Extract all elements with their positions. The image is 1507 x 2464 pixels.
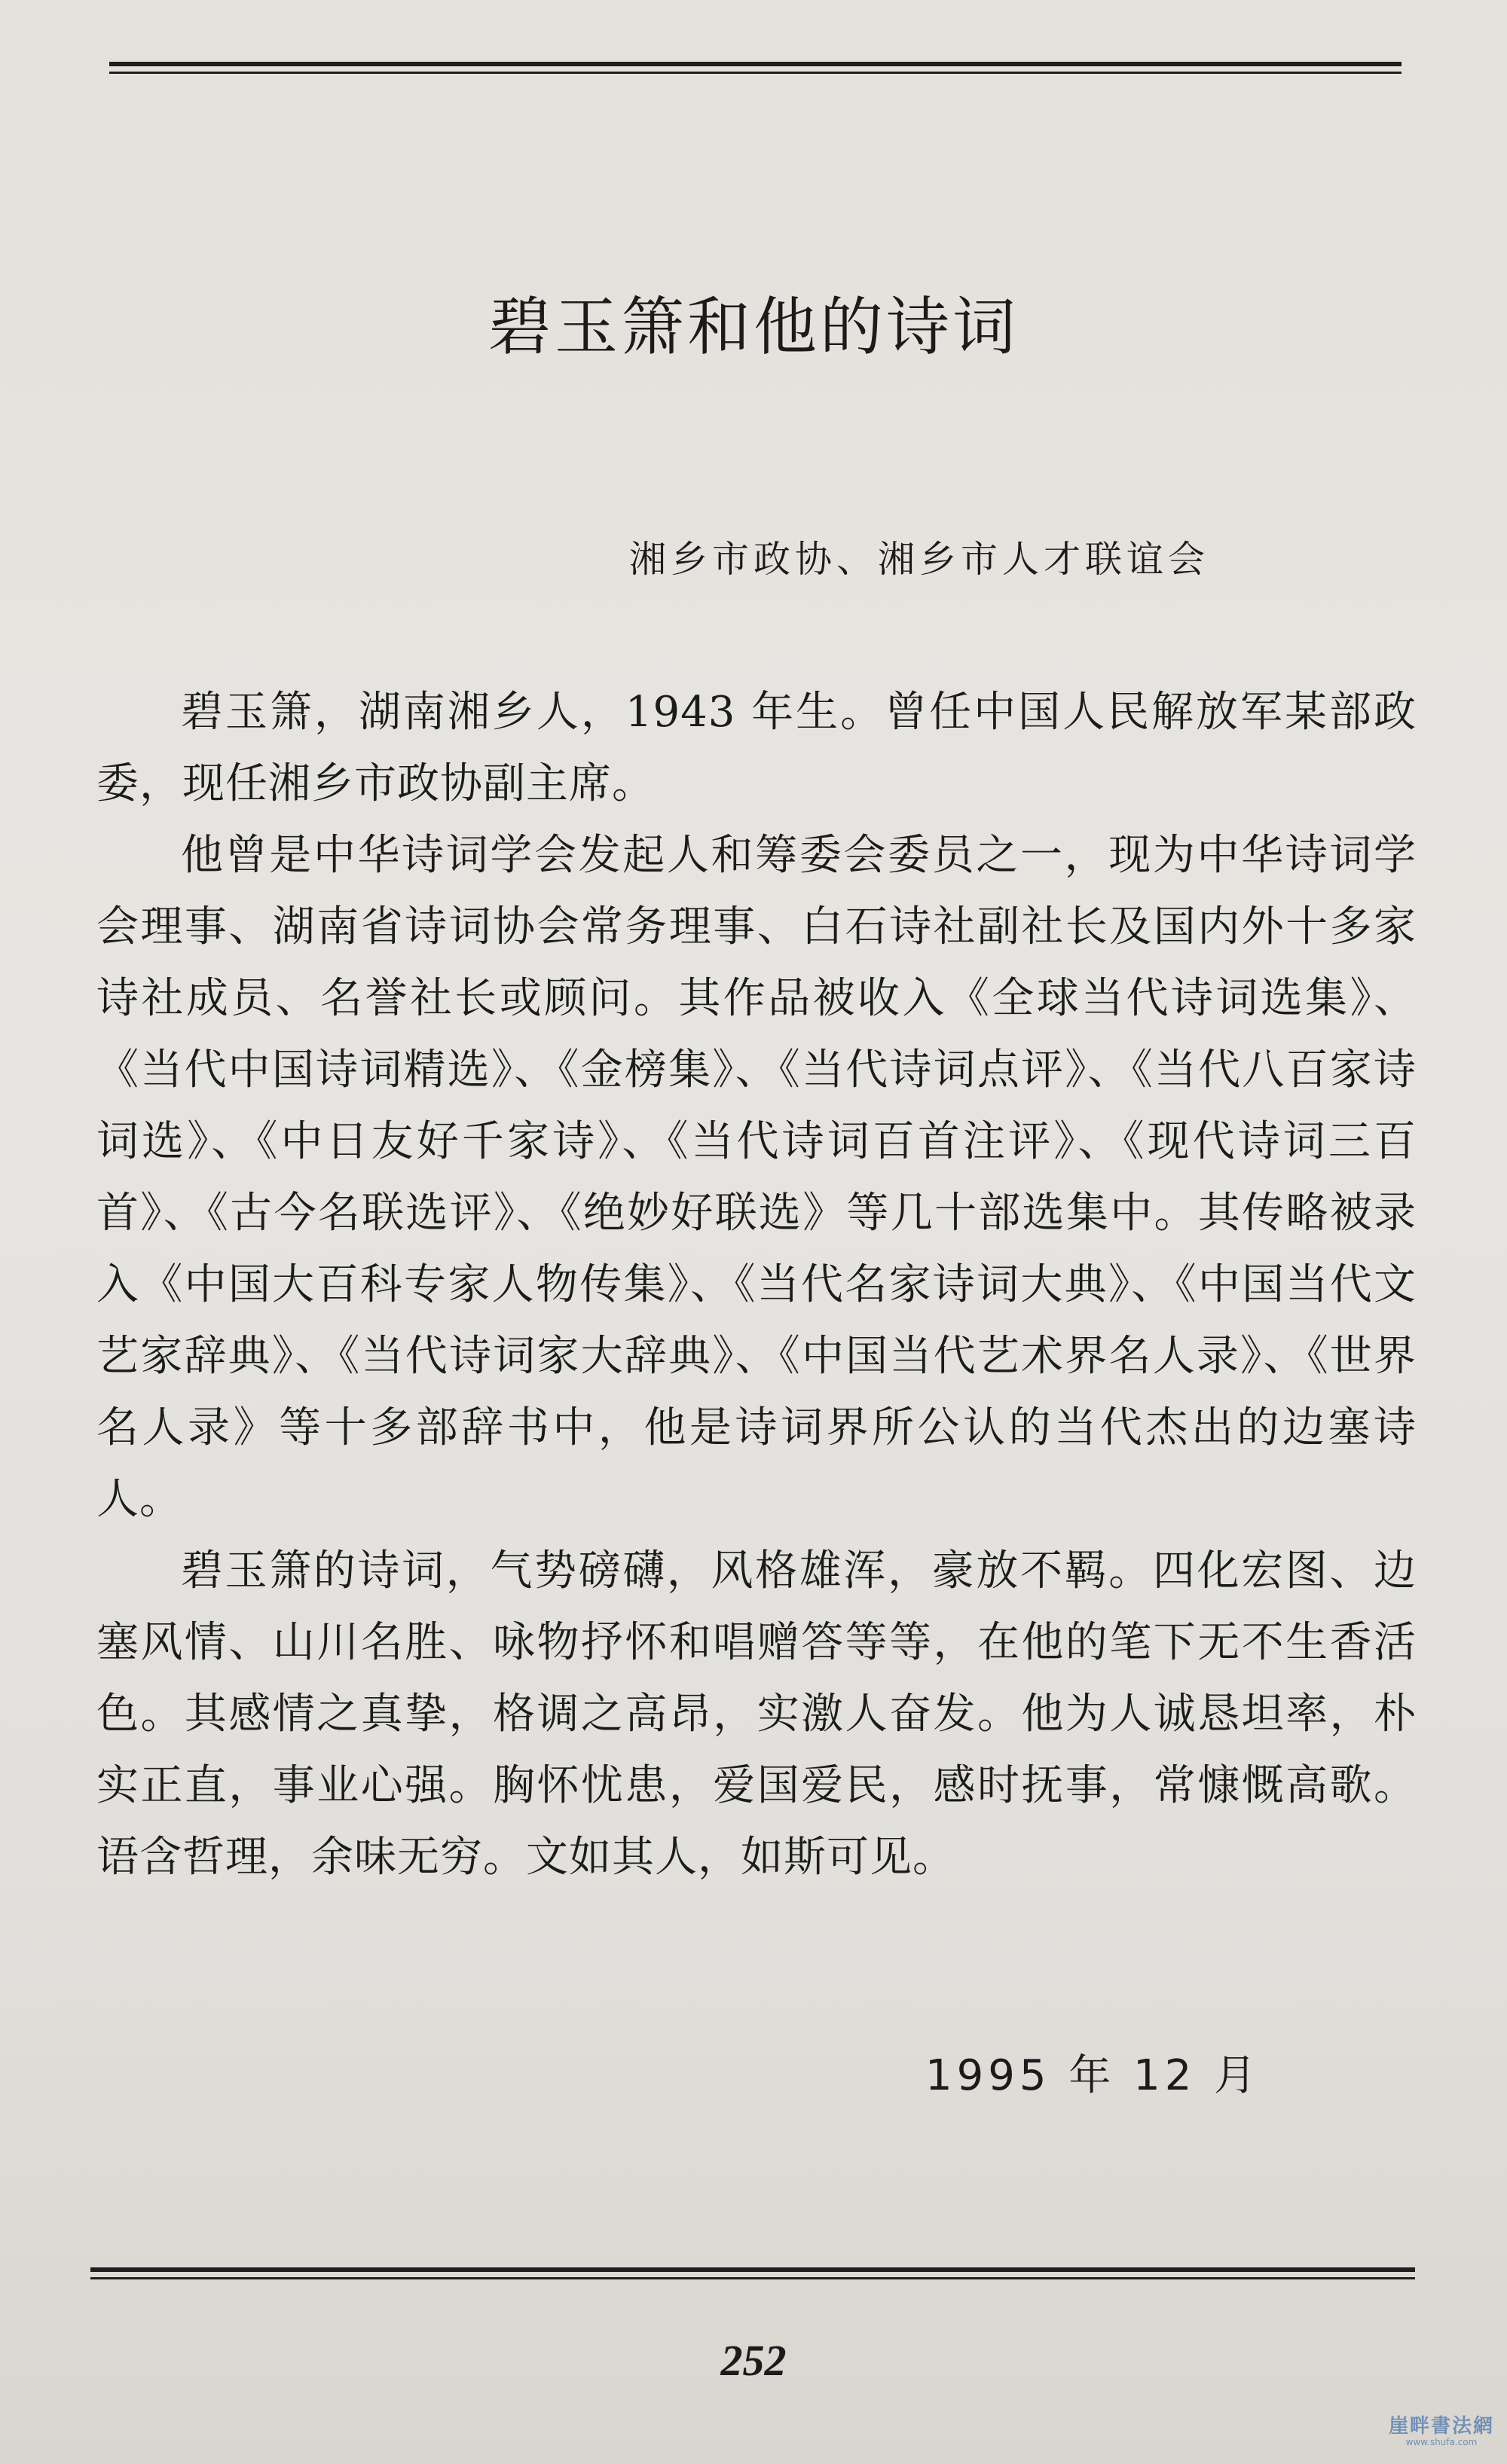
site-watermark xyxy=(1385,2416,1498,2447)
top-rule xyxy=(109,62,1402,74)
watermark-name: 崖畔書法網 xyxy=(1388,2415,1494,2438)
article-author: 湘乡市政协、湘乡市人才联谊会 xyxy=(629,538,1210,581)
article-date: 1995 年 12 月 xyxy=(925,2051,1261,2100)
paragraph-3: 碧玉箫的诗词，气势磅礴，风格雄浑，豪放不羁。四化宏图、边塞风情、山川名胜、咏物抒怀和唱赠答等等，在他的笔下无不生香活色。其感情之真挚，格调之高昂，实激人奋发。他为人诚恳坦率，朴实正直，事业心强。胸怀忧患，爱国爱民，感时抚事，常慷慨高歌。语含哲理，余味无穷。文如其人，如斯可见。 xyxy=(96,1546,1417,1882)
bottom-rule xyxy=(90,2267,1415,2279)
watermark-url: www.shufa.com xyxy=(1405,2436,1478,2447)
article-title: 碧玉箫和他的诗词 xyxy=(488,290,1019,364)
page-number: 252 xyxy=(720,2336,787,2385)
paragraph-2: 他曾是中华诗词学会发起人和筹委会委员之一，现为中华诗词学会理事、湖南省诗词协会常务理事、白石诗社副社长及国内外十多家诗社成员、名誉社长或顾问。其作品被收入《全球当代诗词选集》、《当代中国诗词精选》、《金榜集》、《当代诗词点评》、《当代八百家诗词选》、《中日友好千家诗》、《当代诗词百首注评》、《现代诗词三百首》、《古今名联选评》、《绝妙好联选》等几十部选集中。其传略被录入《中国大百科专家人物传集》、《当代名家诗词大典》、《中国当代文艺家辞典》、《当代诗词家大辞典》、《中国当代艺术界名人录》、《世界名人录》等十多部辞书中，他是诗词界所公认的当代杰出的边塞诗人。 xyxy=(96,831,1417,1524)
article-body xyxy=(96,676,1417,1893)
paragraph-1: 碧玉箫，湖南湘乡人，1943 年生。曾任中国人民解放军某部政委，现任湘乡市政协副主席。 xyxy=(96,688,1417,808)
